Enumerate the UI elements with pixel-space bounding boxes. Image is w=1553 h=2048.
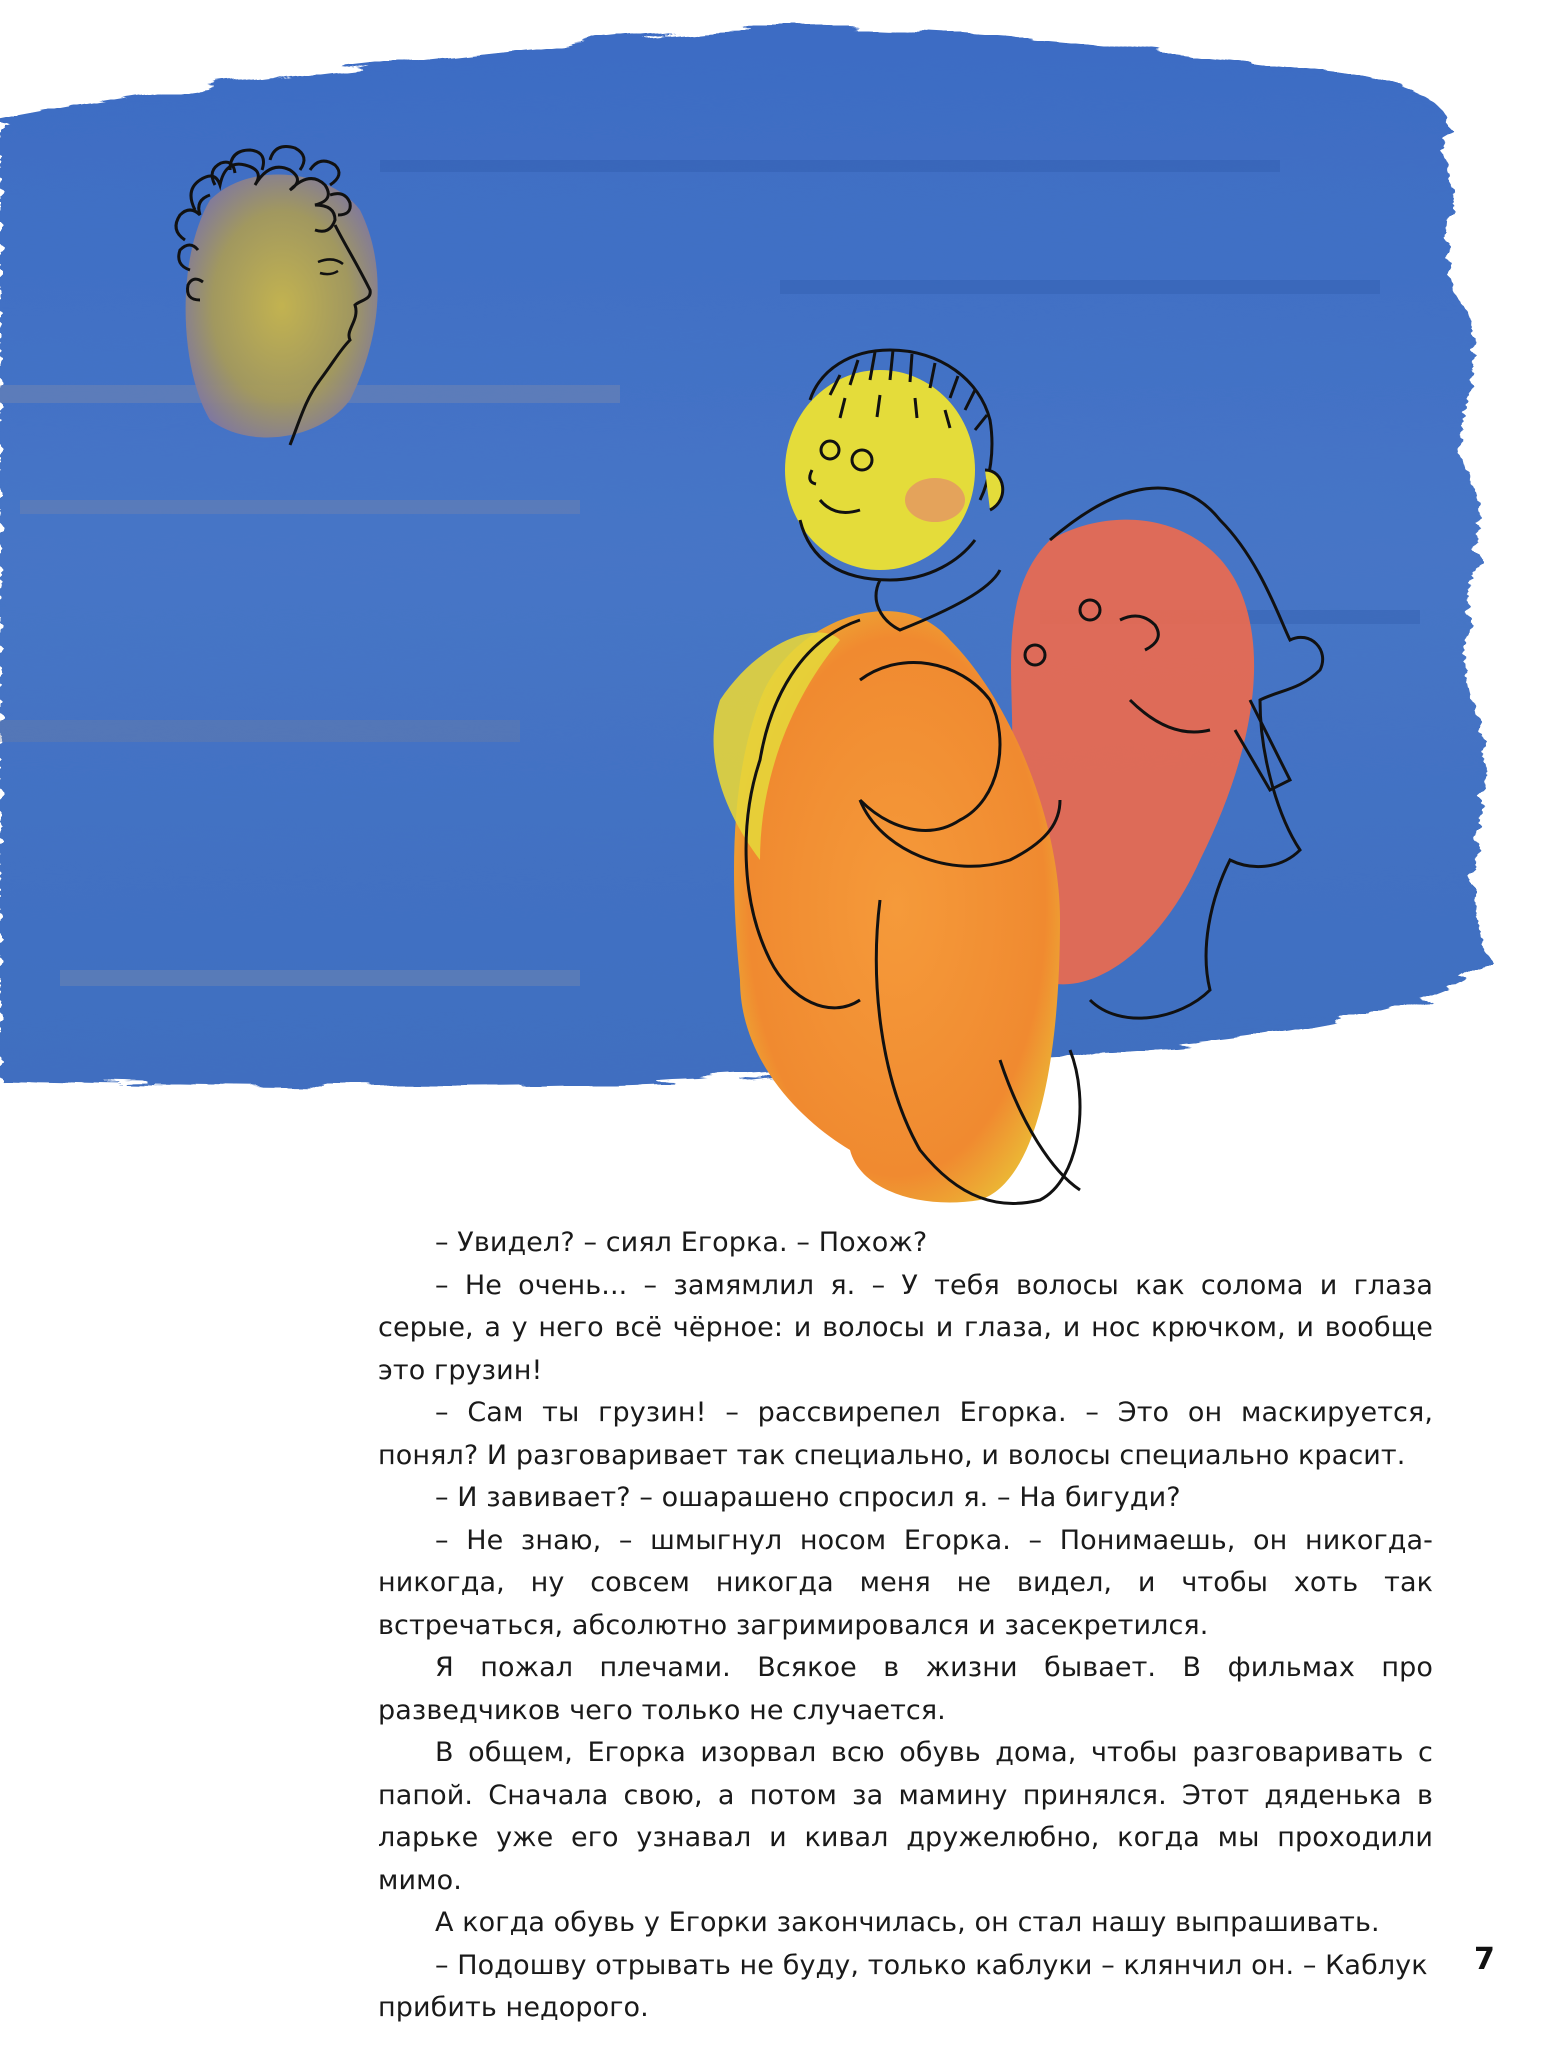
paragraph: – Сам ты грузин! – рассвирепел Егорка. – Это он маскируется, понял? И разговаривает так специально, и волосы специально красит. [378, 1397, 1433, 1471]
story-text [378, 1222, 1433, 2030]
paragraph: – И завивает? – ошарашено спросил я. – На бигуди? [435, 1482, 1181, 1513]
paragraph: В общем, Егорка изорвал всю обувь дома, чтобы разговаривать с папой. Сначала свою, а потом за мамину принялся. Этот дяденька в ларьке уже его узнавал и кивал дружелюбно, когда мы проходили мимо. [378, 1737, 1433, 1896]
paragraph: Я пожал плечами. Всякое в жизни бывает. В фильмах про разведчиков чего только не случается. [378, 1652, 1433, 1726]
paragraph: – Не знаю, – шмыгнул носом Егорка. – Понимаешь, он никогда-никогда, ну совсем никогда меня не видел, и чтобы хоть так встречаться, абсолютно загримировался и засекретился. [378, 1524, 1433, 1641]
paragraph: А когда обувь у Егорки закончилась, он стал нашу выпрашивать. [435, 1907, 1380, 1938]
paragraph: – Не очень... – замямлил я. – У тебя волосы как солома и глаза серые, а у него всё чёрное: и волосы и глаза, и нос крючком, и вообще это грузин! [378, 1269, 1433, 1386]
page-number: 7 [1474, 1942, 1495, 1977]
paragraph: – Подошву отрывать не буду, только каблуки – клянчил он. – Каблук прибить недорого. [378, 1949, 1428, 2023]
paragraph: – Увидел? – сиял Егорка. – Похож? [435, 1227, 928, 1258]
